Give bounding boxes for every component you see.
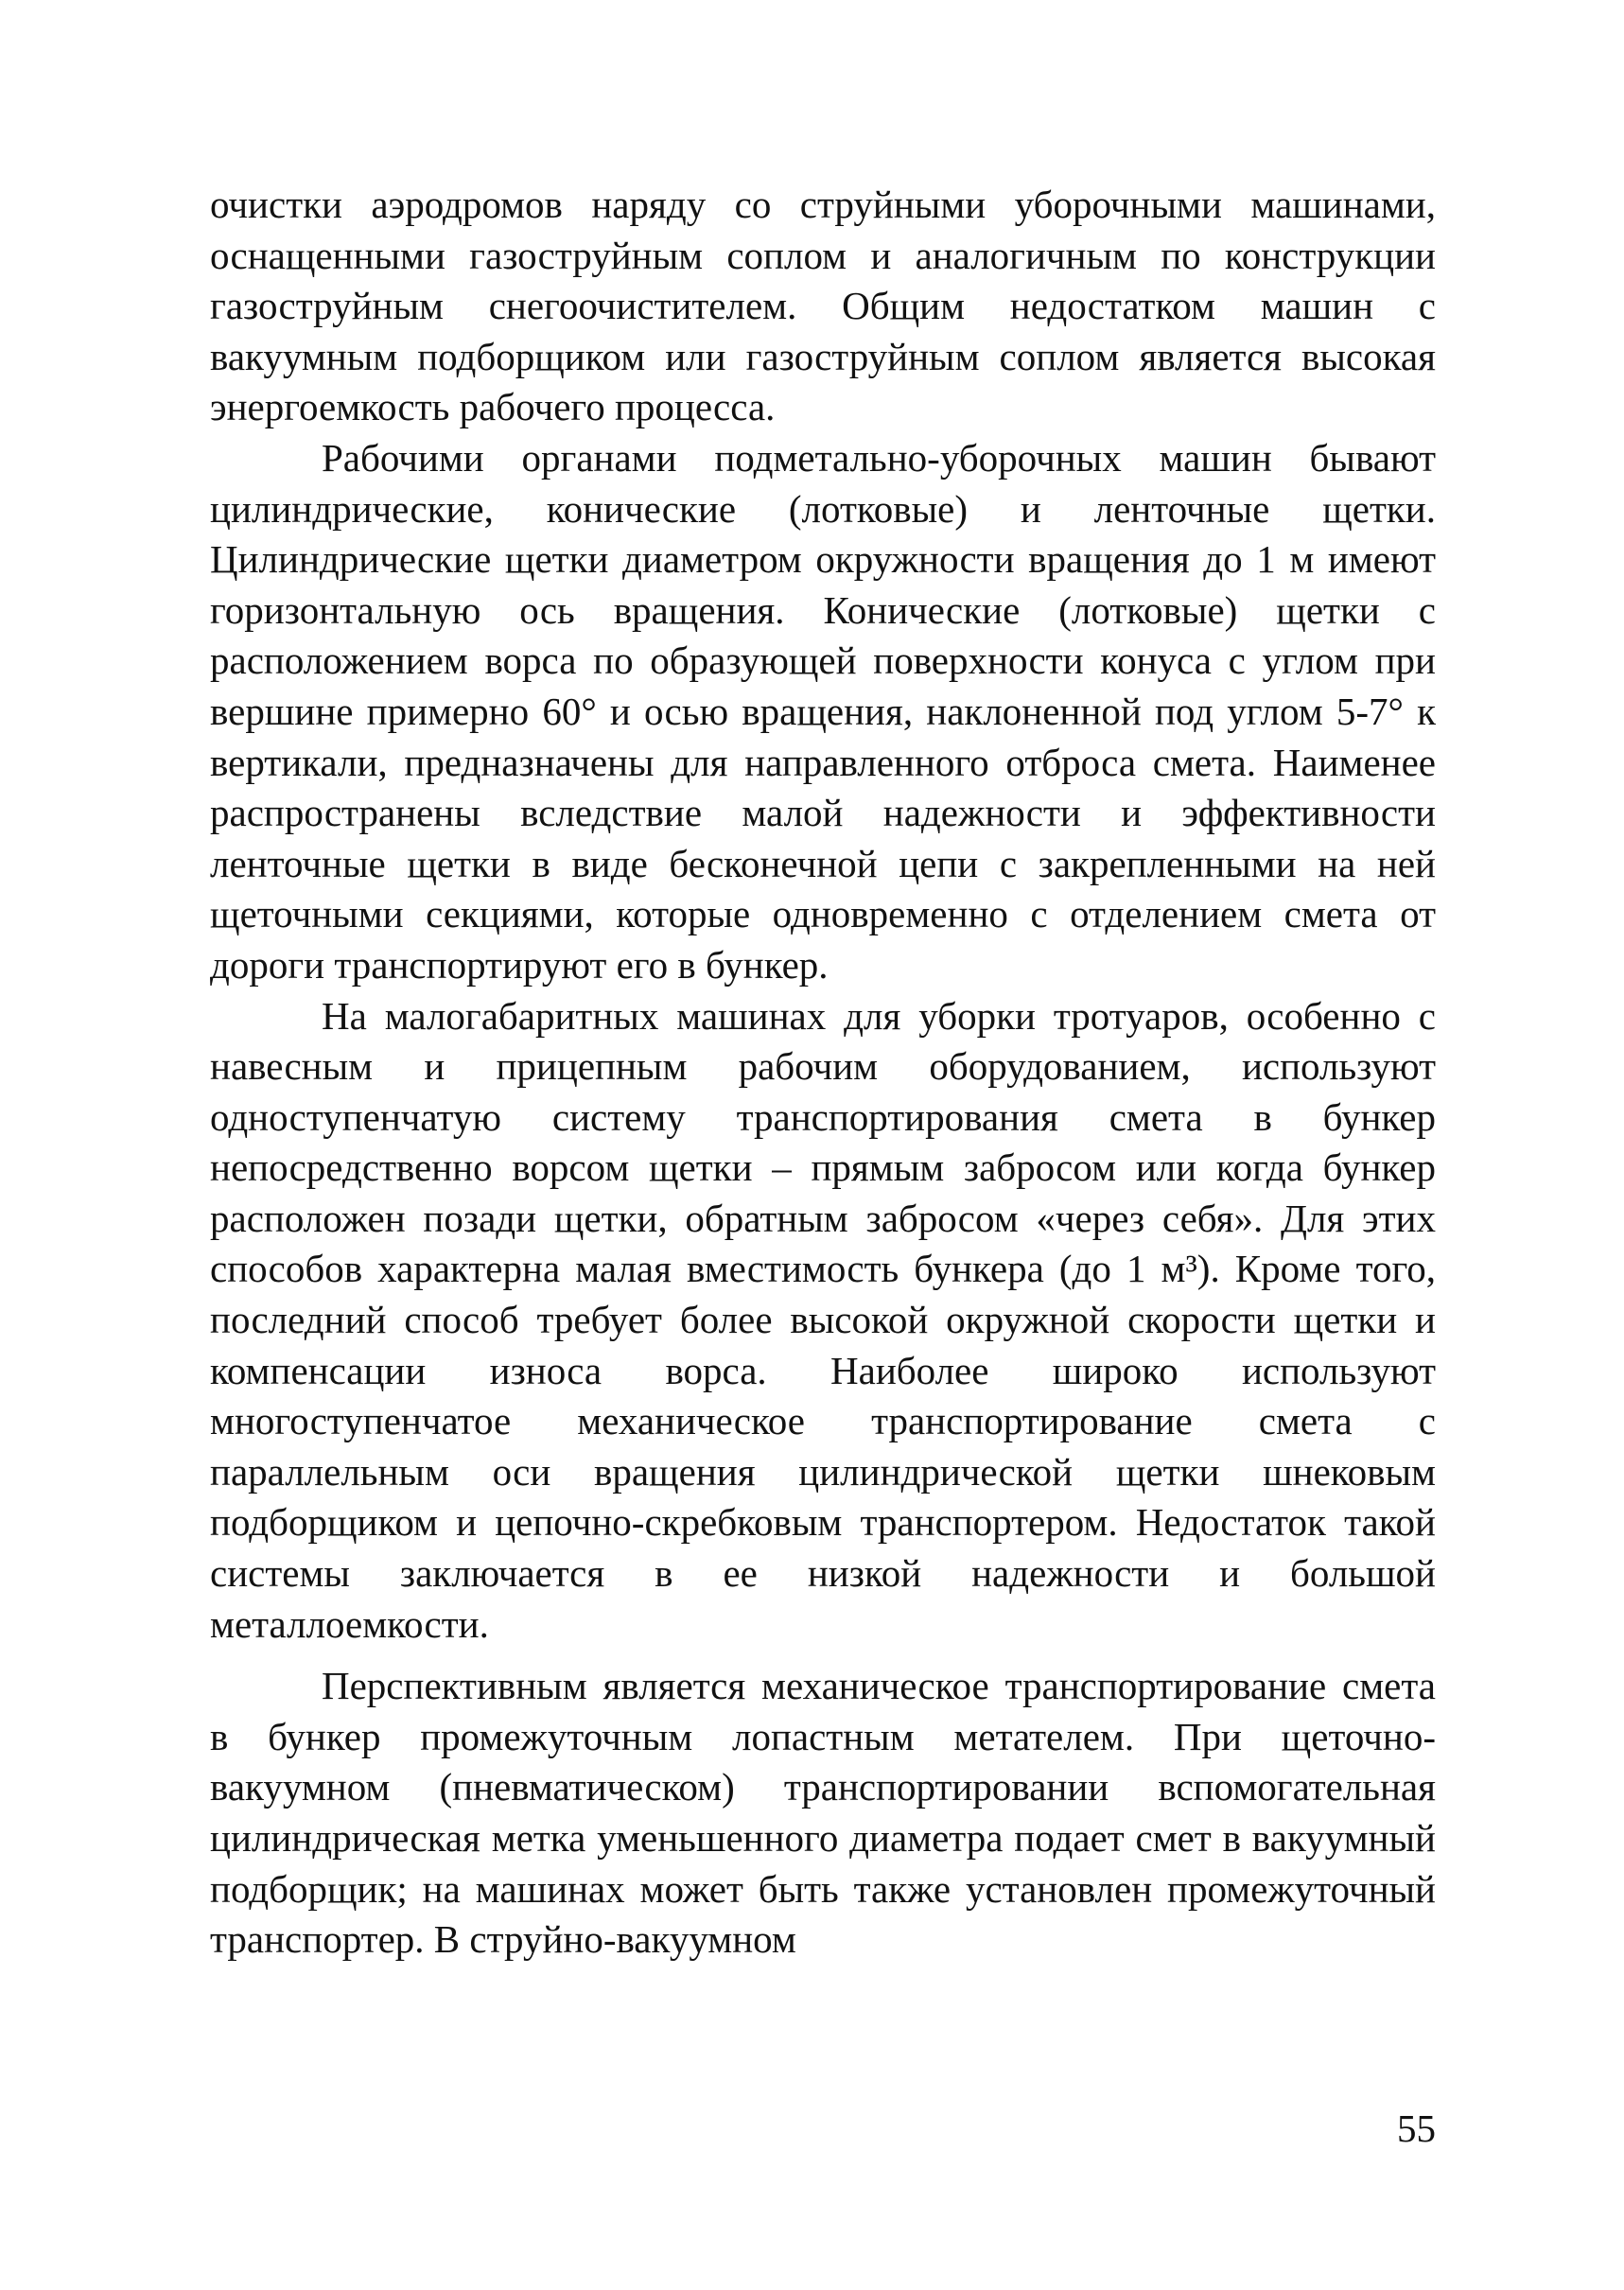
paragraph-small-machines: На малогабаритных машинах для уборки тротуаров, особенно с навесным и прицепным рабочим оборудованием, используют одноступенчатую систему транспортирования смета в бункер непосредственно ворсом щетки – прямым забросом или когда бункер расположен позади щетки, обратным забросом «через себя». Для этих способов характерна малая вместимость бункера (до 1 м³). Кроме того, последний способ требует более высокой окружной скорости щетки и компенсации износа ворса. Наиболее широко используют многоступенчатое механическое транспортирование смета с параллельным оси вращения цилиндрической щетки шнековым подборщиком и цепочно-скребковым транспортером. Недостаток такой системы заключается в ее низкой надежности и большой металлоемкости. (210, 993, 1436, 1646)
paragraph-promising-methods: Перспективным является механическое транспортирование смета в бункер промежуточным лопастным метателем. При щеточно-вакуумном (пневматическом) транспортировании вспомогательная цилиндрическая метка уменьшенного диаметра подает смет в вакуумный подборщик; на машинах может быть также установлен промежуточный транспортер. В струйно-вакуумном (210, 1664, 1436, 1962)
page-number: 55 (1397, 2106, 1436, 2150)
paragraph-brush-types: Рабочими органами подметально-уборочных машин бывают цилиндрические, конические (лотковые) и ленточные щетки. Цилиндрические щетки диаметром окружности вращения до 1 м имеют горизонтальную ось вращения. Конические (лотковые) щетки с расположением ворса по образующей поверхности конуса с углом при вершине примерно 60° и осью вращения, наклоненной под углом 5-7° к вертикали, предназначены для направленного отброса смета. Наименее распространены вследствие малой надежности и эффективности ленточные щетки в виде бесконечной цепи с закрепленными на ней щеточными секциями, которые одновременно с отделением смета от дороги транспортируют его в бункер. (210, 435, 1436, 987)
paragraph-continuation: очистки аэродромов наряду со струйными уборочными машинами, оснащенными газоструйным соплом и аналогичным по конструкции газоструйным снегоочистителем. Общим недостатком машин с вакуумным подборщиком или газоструйным соплом является высокая энергоемкость рабочего процесса. (210, 183, 1436, 429)
body-text (210, 180, 1436, 1966)
